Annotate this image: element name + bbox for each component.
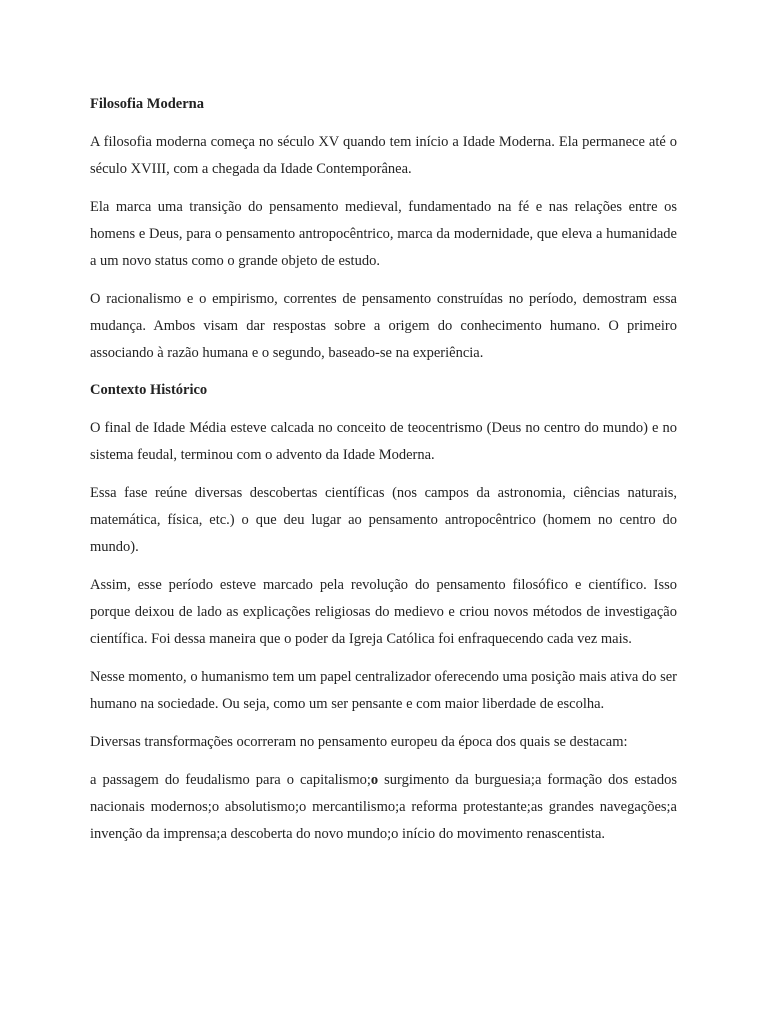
paragraph-intro-1: A filosofia moderna começa no século XV quando tem início a Idade Moderna. Ela permanece até o século XVIII, com a chegada da Idade Contemporânea.: [90, 134, 677, 177]
paragraph-context-2: Essa fase reúne diversas descobertas científicas (nos campos da astronomia, ciências naturais, matemática, física, etc.) o que deu lugar ao pensamento antropocêntrico (homem no centro do mundo).: [90, 485, 677, 555]
paragraph-context-1: O final de Idade Média esteve calcada no conceito de teocentrismo (Deus no centro do mundo) e no sistema feudal, terminou com o advento da Idade Moderna.: [90, 420, 677, 463]
document-title: Filosofia Moderna: [90, 96, 204, 112]
paragraph-context-4: Nesse momento, o humanismo tem um papel centralizador oferecendo uma posição mais ativa do ser humano na sociedade. Ou seja, como um ser pensante e com maior liberdade de escolha.: [90, 669, 677, 712]
list-text-bold: o: [370, 772, 379, 788]
paragraph-intro-3: O racionalismo e o empirismo, correntes de pensamento construídas no período, demostram essa mudança. Ambos visam dar respostas sobre a origem do conhecimento humano. O primeiro associando à razão humana e o segundo, baseado-se na experiência.: [90, 291, 677, 361]
paragraph-context-3: Assim, esse período esteve marcado pela revolução do pensamento filosófico e científico. Isso porque deixou de lado as explicações religiosas do medievo e criou novos métodos de investigação científica. Foi dessa maneira que o poder da Igreja Católica foi enfraquecendo cada vez mais.: [90, 577, 677, 647]
list-text-start: a passagem do feudalismo para o capitalismo;: [90, 772, 371, 788]
section-title: Contexto Histórico: [90, 382, 208, 398]
list-text-rest: surgimento da burguesia;a formação dos estados nacionais modernos;o absolutismo;o mercantilismo;a reforma protestante;as grandes navegações;a invenção da imprensa;a descoberta do novo mundo;o início do movimento renascentista.: [90, 772, 678, 842]
paragraph-intro-2: Ela marca uma transição do pensamento medieval, fundamentado na fé e nas relações entre os homens e Deus, para o pensamento antropocêntrico, marca da modernidade, que eleva a humanidade a um novo status como o grande objeto de estudo.: [90, 199, 677, 269]
document-page: [90, 92, 677, 859]
paragraph-transformations-list: [90, 767, 677, 848]
paragraph-context-5: Diversas transformações ocorreram no pensamento europeu da época dos quais se destacam:: [90, 734, 628, 750]
